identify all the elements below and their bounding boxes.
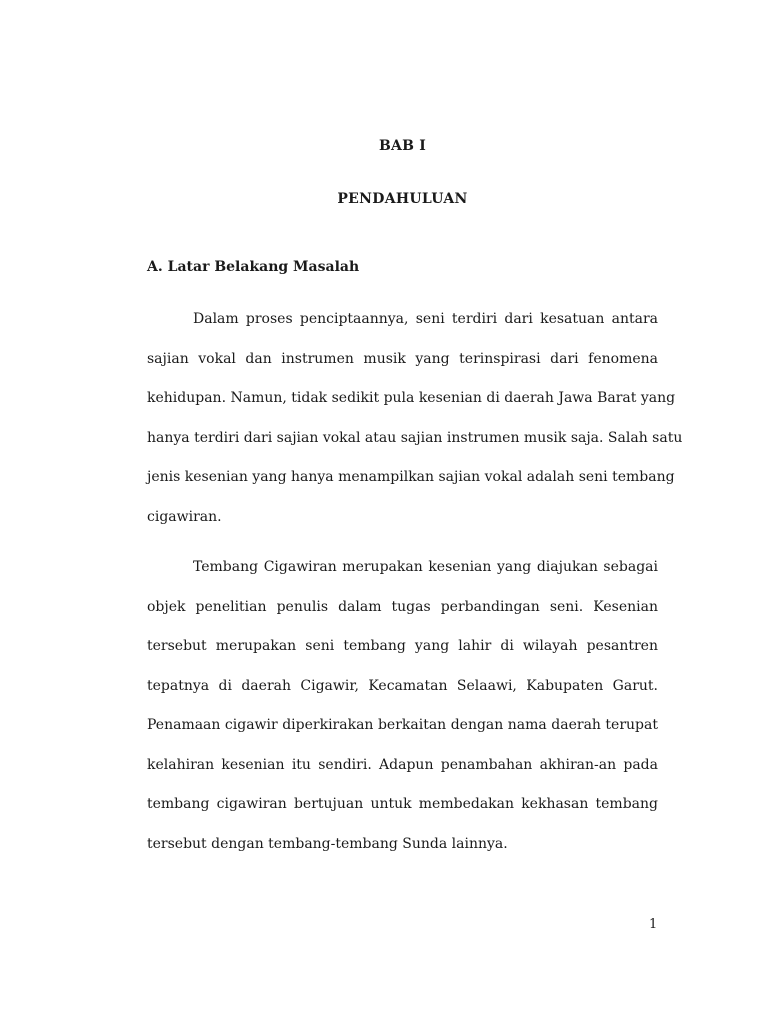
paragraph-line: tersebut dengan tembang-tembang Sunda lainnya. [147,835,508,852]
paragraph-line: kelahiran kesenian itu sendiri. Adapun penambahan akhiran-an pada [147,756,658,773]
chapter-title: PENDAHULUAN [337,191,468,207]
paragraph-line: jenis kesenian yang hanya menampilkan sajian vokal adalah seni tembang [147,469,675,485]
paragraph-line: cigawiran. [147,508,222,525]
paragraph-line: kehidupan. Namun, tidak sedikit pula kesenian di daerah Jawa Barat yang [147,390,676,406]
section-heading: A. Latar Belakang Masalah [147,259,360,275]
page-number: 1 [649,917,658,932]
paragraph-line: Penamaan cigawir diperkirakan berkaitan dengan nama daerah terupat [147,717,658,733]
paragraph-line: hanya terdiri dari sajian vokal atau sajian instrumen musik saja. Salah satu [147,429,683,446]
paragraph-line: Tembang Cigawiran merupakan kesenian yang diajukan sebagai [193,559,658,575]
paragraph-line: tembang cigawiran bertujuan untuk membedakan kekhasan tembang [147,796,658,812]
paragraph-1 [147,300,683,537]
paragraph-line: tepatnya di daerah Cigawir, Kecamatan Selaawi, Kabupaten Garut. [147,677,658,694]
paragraph-line: sajian vokal dan instrumen musik yang terinspirasi dari fenomena [147,350,658,367]
paragraph-2 [147,548,658,864]
paragraph-line: objek penelitian penulis dalam tugas perbandingan seni. Kesenian [147,598,658,615]
paragraph-line: tersebut merupakan seni tembang yang lahir di wilayah pesantren [147,638,658,654]
paragraph-line: Dalam proses penciptaannya, seni terdiri dari kesatuan antara [193,311,658,327]
chapter-number: BAB I [379,138,426,154]
